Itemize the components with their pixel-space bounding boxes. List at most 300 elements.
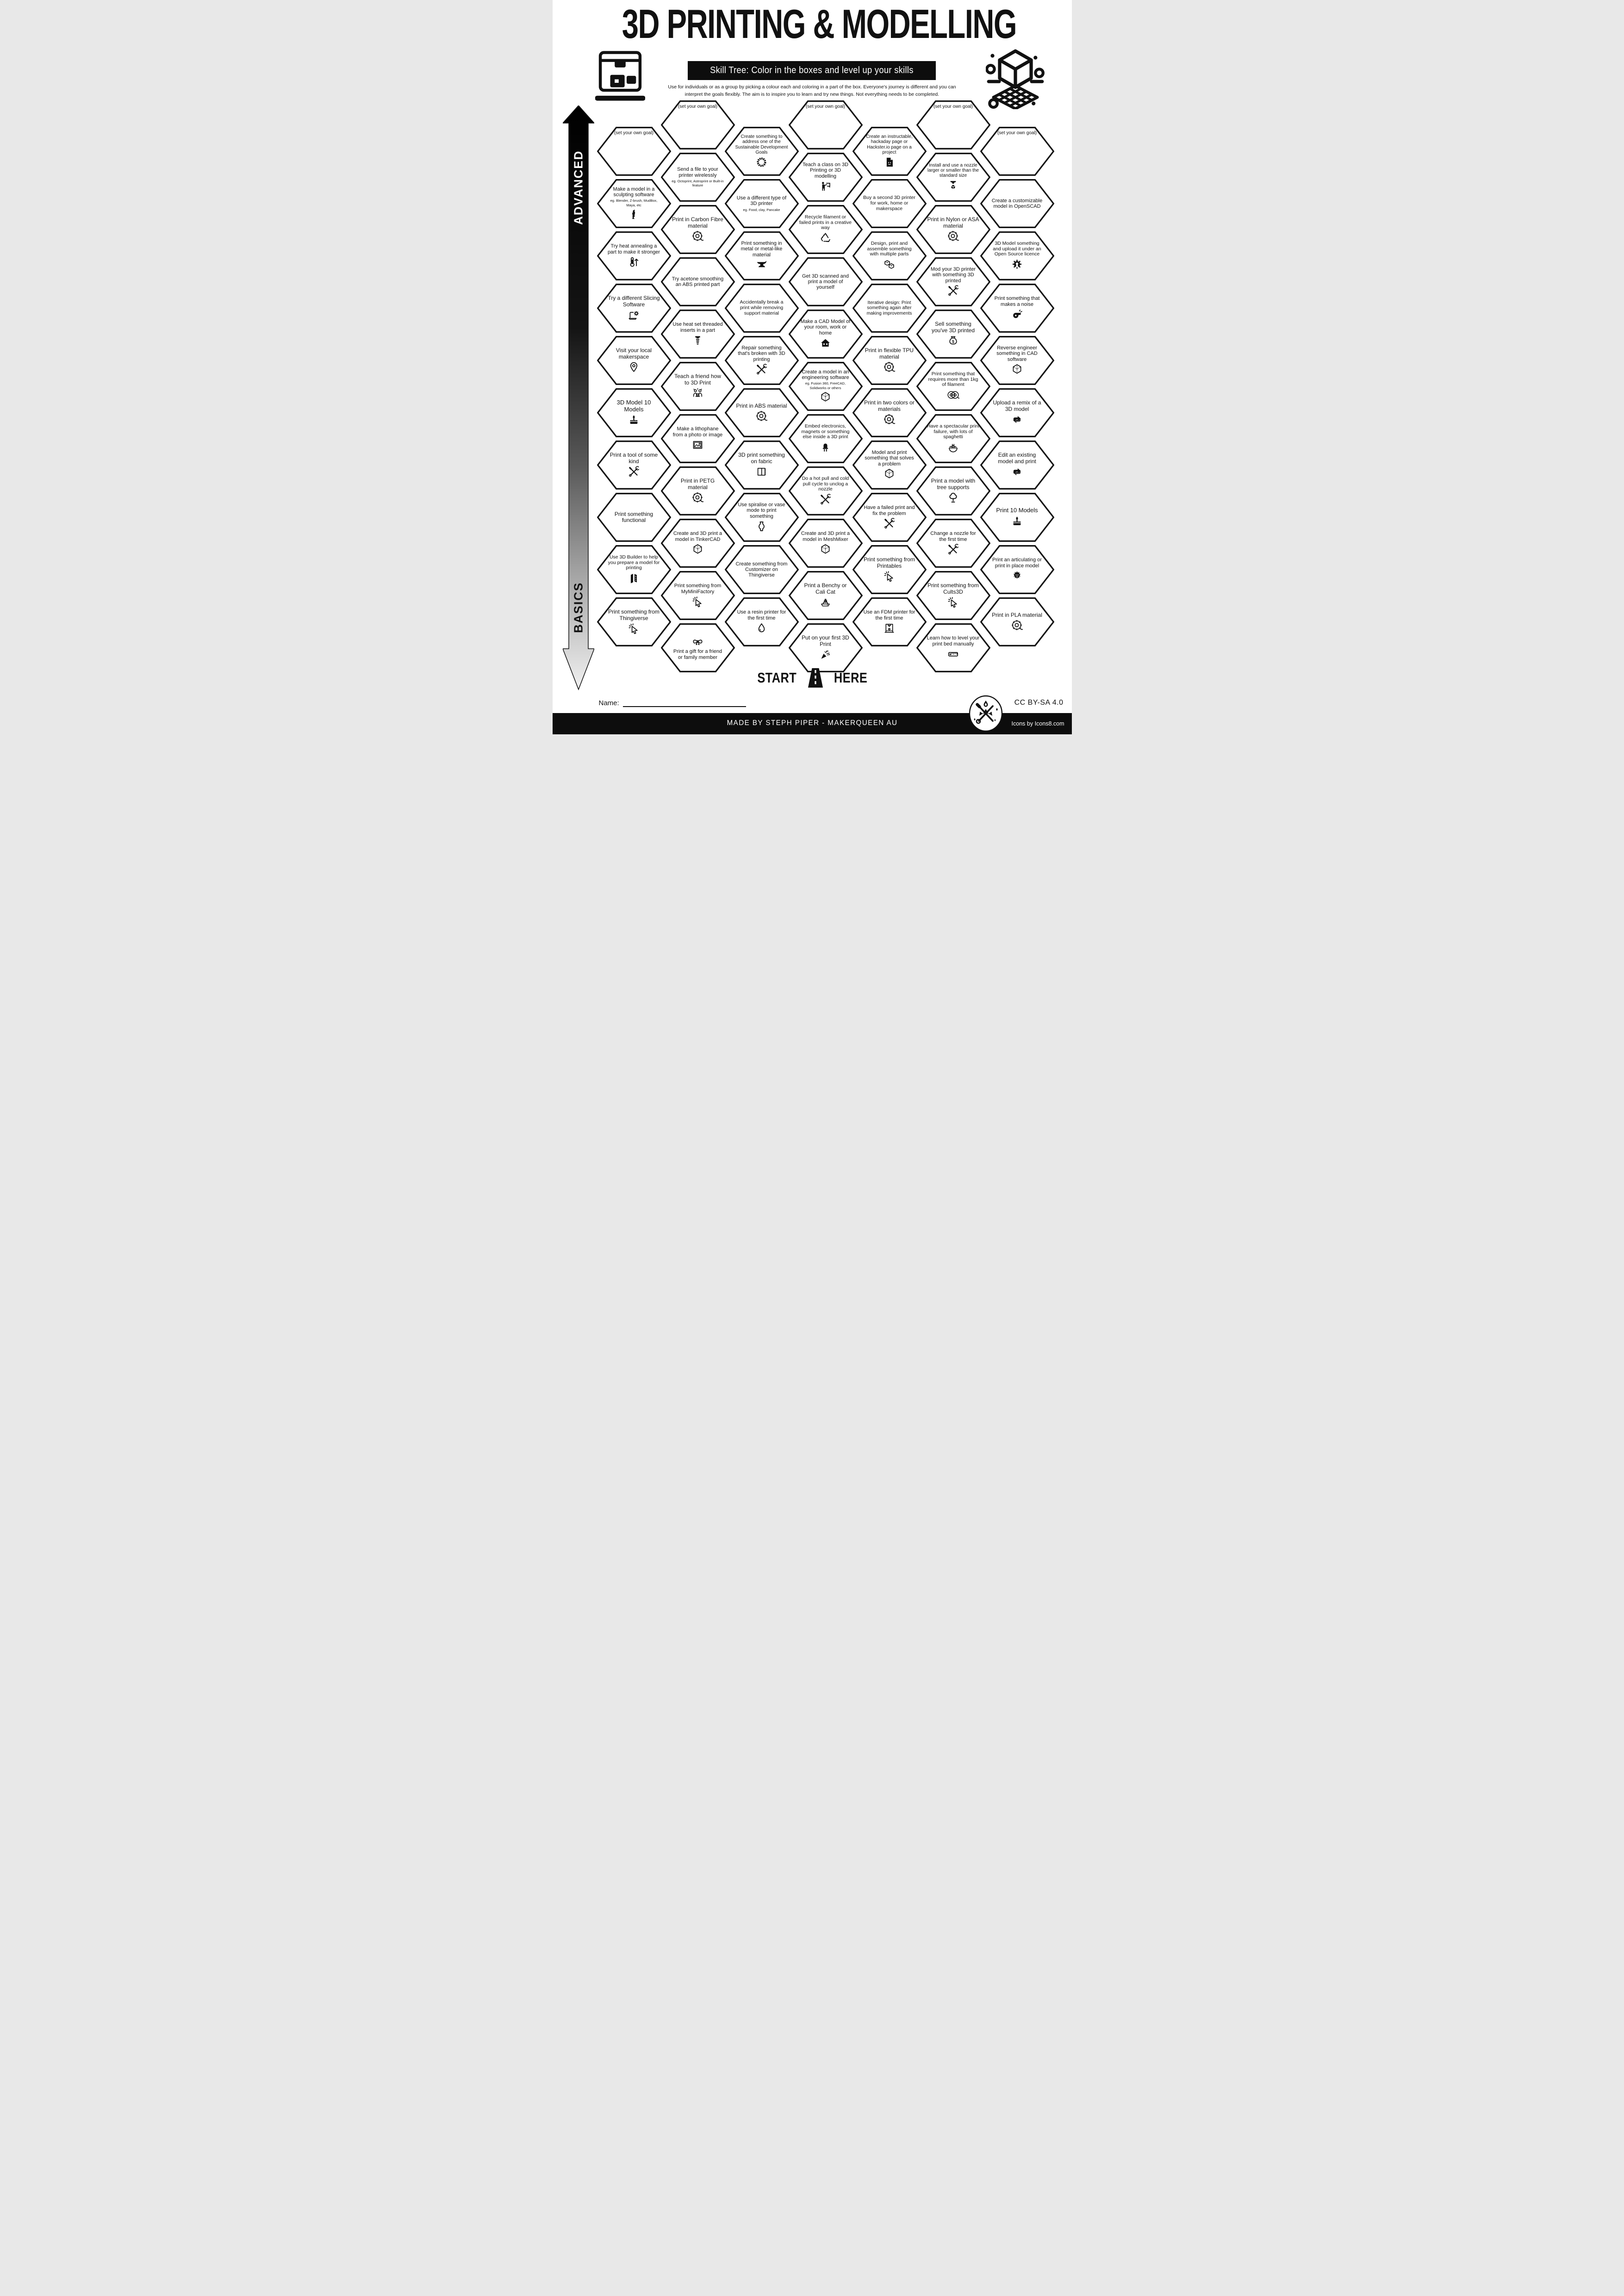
hex-content — [980, 179, 1054, 228]
hex-content — [916, 362, 990, 411]
hex-content — [852, 493, 927, 542]
hex-C-1[interactable] — [725, 127, 799, 176]
tools-icon — [883, 517, 896, 530]
subtitle-text: Skill Tree: Color in the boxes and level up your skills — [709, 65, 914, 75]
hex-title: Print a tool of some kind — [610, 452, 658, 465]
hex-content — [980, 284, 1054, 333]
hex-E-2[interactable] — [852, 179, 927, 228]
moneybag-icon — [947, 335, 959, 347]
hex-content — [661, 205, 735, 254]
hex-content — [661, 414, 735, 463]
hex-G-1[interactable] — [980, 127, 1054, 176]
hex-title: Teach a class on 3D Printing or 3D modelling — [802, 162, 849, 179]
hex-G-3[interactable] — [980, 231, 1054, 280]
name-input[interactable] — [623, 697, 746, 707]
hex-B-6[interactable] — [661, 362, 735, 411]
hex-title: Put on your first 3D Print — [802, 634, 849, 647]
hex-content — [980, 441, 1054, 490]
hex-E-4[interactable] — [852, 284, 927, 333]
hex-B-10[interactable] — [661, 571, 735, 620]
hex-content — [725, 127, 799, 176]
hex-content — [980, 597, 1054, 646]
hex-title: Print in Carbon Fibre material — [672, 216, 723, 229]
whistle-icon — [1011, 308, 1023, 321]
statue-icon — [628, 208, 640, 221]
hex-subtitle: eg. Fusion 360, FreeCAD, Solidworks or others — [805, 381, 846, 390]
house-icon — [819, 337, 832, 349]
hex-content — [661, 571, 735, 620]
hex-title: Make a lithophane from a photo or image — [672, 426, 723, 438]
hex-content — [725, 441, 799, 490]
hex-content — [661, 519, 735, 568]
hex-B-2[interactable] — [661, 153, 735, 202]
hex-E-6[interactable] — [852, 388, 927, 437]
hex-title: Create an instructable, hackaday page or Hackster.io page on a project — [866, 134, 913, 155]
hex-content — [916, 466, 990, 515]
hex-content — [789, 519, 863, 568]
advanced-label: ADVANCED — [571, 150, 585, 225]
hex-content — [980, 231, 1054, 280]
name-field — [599, 697, 746, 707]
hex-B-7[interactable] — [661, 414, 735, 463]
cubes2-icon — [883, 258, 896, 271]
hex-A-5[interactable] — [597, 336, 671, 385]
start-label: START — [757, 670, 796, 686]
doc-icon — [883, 156, 896, 168]
hex-content — [980, 493, 1054, 542]
hex-title: Send a file to your printer wirelessly — [677, 167, 718, 178]
hex-G-4[interactable] — [980, 284, 1054, 333]
spool-icon — [883, 361, 896, 373]
hex-content — [597, 127, 671, 176]
hex-title: Use 3D Builder to help you prepare a model for printing — [608, 554, 660, 571]
hex-content — [661, 153, 735, 202]
hex-B-8[interactable] — [661, 466, 735, 515]
hex-title: Have a spectacular print failure, with lots of spaghetti — [927, 423, 980, 440]
hex-F-9[interactable] — [916, 519, 990, 568]
hex-content — [597, 388, 671, 437]
hex-content — [597, 231, 671, 280]
tools-icon — [819, 493, 832, 506]
hex-title: Install and use a nozzle larger or smaller than the standard size — [927, 162, 979, 179]
hex-title: Embed electronics, magnets or something else inside a 3D print — [801, 423, 850, 440]
hex-content — [725, 597, 799, 646]
hex-title: Print in flexible TPU material — [865, 347, 914, 360]
spool-icon — [691, 491, 704, 504]
hex-content — [852, 127, 927, 176]
hex-content — [916, 153, 990, 202]
skill-tree-poster — [553, 0, 1072, 734]
hex-F-1[interactable] — [916, 100, 990, 149]
sdg-icon — [755, 156, 768, 168]
hex-content — [725, 336, 799, 385]
hex-title: Create something from Customizer on Thingiverse — [735, 561, 788, 578]
hex-content — [789, 100, 863, 149]
hex-title: Print something from Thingiverse — [608, 608, 660, 621]
cake-icon — [628, 414, 640, 426]
hex-title: 3D print something on fabric — [738, 452, 785, 465]
hex-A-6[interactable] — [597, 388, 671, 437]
hex-D-11[interactable] — [789, 623, 863, 672]
hex-B-3[interactable] — [661, 205, 735, 254]
cursor-icon — [947, 596, 959, 608]
hex-content — [661, 257, 735, 306]
laptopgear-icon — [628, 309, 640, 321]
hex-content — [725, 231, 799, 280]
hex-content — [852, 388, 927, 437]
hex-title: Visit your local makerspace — [616, 347, 652, 360]
hex-title: Print something from MyMiniFactory — [674, 583, 722, 595]
hex-title: Do a hot pull and cold pull cycle to unclog a nozzle — [802, 475, 849, 492]
hex-content — [852, 284, 927, 333]
basics-label: BASICS — [571, 582, 585, 633]
hex-D-7[interactable] — [789, 414, 863, 463]
hex-F-5[interactable] — [916, 310, 990, 359]
thermo-icon — [628, 256, 640, 268]
hex-title: Edit an existing model and print — [998, 452, 1036, 465]
hex-content — [916, 310, 990, 359]
image-icon — [691, 439, 704, 451]
icons-credit-text: Icons by Icons8.com — [1011, 720, 1064, 727]
spool-icon — [691, 230, 704, 242]
hex-title: Try heat annealing a part to make it stronger — [607, 243, 660, 255]
hex-title: Print something in metal or metal-like material — [740, 241, 783, 258]
hex-title: (set your own goal) — [805, 104, 846, 109]
hex-B-4[interactable] — [661, 257, 735, 306]
hex-title: 3D Model 10 Models — [616, 398, 651, 413]
hex-content — [789, 466, 863, 515]
hex-D-3[interactable] — [789, 205, 863, 254]
osgear-icon — [1011, 258, 1023, 271]
hex-title: Print in Nylon or ASA material — [927, 216, 979, 229]
hex-title: Print 10 Models — [996, 507, 1038, 514]
hex-C-5[interactable] — [725, 336, 799, 385]
road-icon — [807, 667, 824, 689]
party-icon — [819, 648, 832, 661]
dragon-icon — [1011, 570, 1023, 582]
hex-title: Create a customizable model in OpenSCAD — [991, 198, 1043, 209]
hex-B-9[interactable] — [661, 519, 735, 568]
hex-content — [980, 545, 1054, 594]
hex-B-5[interactable] — [661, 310, 735, 359]
screw-icon — [691, 334, 704, 347]
cube-icon — [691, 543, 704, 556]
cake-icon — [1011, 515, 1023, 527]
hex-title: Try acetone smoothing an ABS printed part — [672, 276, 724, 287]
hex-title: Print a model with tree supports — [931, 478, 976, 490]
bow-icon — [691, 635, 704, 648]
led-icon — [819, 441, 832, 453]
hex-content — [852, 441, 927, 490]
hex-title: Design, print and assemble something with multiple parts — [867, 240, 912, 257]
tools-icon — [947, 543, 959, 556]
door-icon — [628, 572, 640, 584]
hex-content — [916, 623, 990, 672]
benchy-icon — [819, 596, 832, 608]
hex-title: Learn how to level your print bed manually — [927, 635, 980, 647]
cursor-icon — [883, 570, 896, 583]
hex-content — [916, 414, 990, 463]
hex-content — [980, 388, 1054, 437]
hex-F-8[interactable] — [916, 466, 990, 515]
hex-title: Print something that requires more than 1kg of filament — [928, 371, 978, 388]
hex-title: Model and print something that solves a problem — [865, 450, 914, 467]
license-text: CC BY-SA 4.0 — [1014, 699, 1064, 707]
hex-C-3[interactable] — [725, 231, 799, 280]
hex-G-10[interactable] — [980, 597, 1054, 646]
printer3d-icon — [883, 622, 896, 634]
people-icon — [691, 387, 704, 399]
hex-content — [725, 388, 799, 437]
hex-subtitle: eg. Octoprint, Astroprint or Built-in feature — [672, 179, 724, 188]
hex-A-10[interactable] — [597, 597, 671, 646]
spool-icon — [883, 413, 896, 426]
hex-content — [789, 414, 863, 463]
hex-title: Print in two colors or materials — [864, 399, 915, 412]
hex-C-10[interactable] — [725, 597, 799, 646]
cube-icon — [883, 468, 896, 480]
hex-G-2[interactable] — [980, 179, 1054, 228]
hex-title: Mod your 3D printer with something 3D printed — [930, 267, 976, 284]
spool2-icon — [947, 389, 959, 401]
hex-D-5[interactable] — [789, 310, 863, 359]
hex-E-5[interactable] — [852, 336, 927, 385]
hex-C-7[interactable] — [725, 441, 799, 490]
hex-content — [661, 310, 735, 359]
hex-G-7[interactable] — [980, 441, 1054, 490]
hex-B-11[interactable] — [661, 623, 735, 672]
spool-icon — [947, 230, 959, 242]
hex-content — [789, 310, 863, 359]
hex-title: Print something functional — [614, 510, 653, 523]
hex-content — [789, 571, 863, 620]
hex-content — [916, 100, 990, 149]
cube-icon — [1011, 363, 1023, 376]
intro-line-2: interpret the goals flexibly. The aim is to inspire you to learn and try new things. Not everything needs to be completed. — [684, 91, 940, 97]
hex-E-3[interactable] — [852, 231, 927, 280]
hex-C-9[interactable] — [725, 545, 799, 594]
hex-F-4[interactable] — [916, 257, 990, 306]
remix-icon — [1011, 413, 1023, 426]
hex-title: Use spiralise or vase mode to print something — [738, 502, 785, 519]
hex-title: Print an articulating or print in place model — [992, 557, 1042, 569]
hex-title: (set your own goal) — [678, 104, 718, 109]
hex-title: Print in PETG material — [680, 478, 715, 490]
hex-content — [597, 284, 671, 333]
hex-content — [980, 336, 1054, 385]
hex-D-8[interactable] — [789, 466, 863, 515]
tree-icon — [947, 491, 959, 504]
hex-title: Print something that makes a noise — [994, 296, 1040, 307]
spool-icon — [755, 410, 768, 422]
hex-A-7[interactable] — [597, 441, 671, 490]
hex-title: Teach a friend how to 3D Print — [674, 373, 721, 386]
hex-D-1[interactable] — [789, 100, 863, 149]
recycle-icon — [819, 232, 832, 244]
hex-content — [725, 179, 799, 228]
fabric-icon — [755, 465, 768, 478]
hex-title: (set your own goal) — [933, 104, 973, 109]
hex-A-1[interactable] — [597, 127, 671, 176]
hex-content — [661, 100, 735, 149]
hex-title: Accidentally break a print while removing support material — [740, 299, 784, 316]
hex-E-9[interactable] — [852, 545, 927, 594]
tools-icon — [947, 285, 959, 297]
hex-E-10[interactable] — [852, 597, 927, 646]
hex-A-4[interactable] — [597, 284, 671, 333]
here-label: HERE — [834, 670, 868, 686]
intro-line-1: Use for individuals or as a group by picking a colour each and coloring in a part of the box. Everyone's journey is different and you can — [668, 84, 956, 90]
nozzle-icon — [947, 179, 959, 192]
hex-G-6[interactable] — [980, 388, 1054, 437]
hex-title: Reverse engineer something in CAD software — [996, 345, 1038, 362]
ruler-icon — [947, 648, 959, 660]
hex-title: Print in ABS material — [736, 402, 787, 409]
spool-icon — [1011, 619, 1023, 632]
presenter-icon — [819, 180, 832, 192]
hex-content — [916, 205, 990, 254]
made-by-text: MADE BY STEPH PIPER - MAKERQUEEN AU — [727, 719, 897, 727]
hex-F-7[interactable] — [916, 414, 990, 463]
hex-content — [852, 179, 927, 228]
hex-title: Make a model in a sculpting software — [613, 186, 655, 198]
hex-D-4[interactable] — [789, 257, 863, 306]
hex-C-6[interactable] — [725, 388, 799, 437]
hex-title: Use a resin printer for the first time — [737, 609, 786, 621]
hex-G-9[interactable] — [980, 545, 1054, 594]
drop-icon — [755, 622, 768, 634]
hex-title: Print a gift for a friend or family member — [673, 649, 722, 660]
vase-icon — [755, 520, 768, 533]
hex-B-1[interactable] — [661, 100, 735, 149]
hex-C-4[interactable] — [725, 284, 799, 333]
noodles-icon — [947, 441, 959, 453]
skill-hex-grid — [553, 0, 1072, 734]
hex-title: Sell something you've 3D printed — [931, 321, 975, 334]
hex-title: Print something from Printables — [864, 556, 915, 569]
hex-A-2[interactable] — [597, 179, 671, 228]
hex-E-7[interactable] — [852, 441, 927, 490]
hex-content — [597, 179, 671, 228]
hex-content — [916, 571, 990, 620]
hex-title: Repair something that's broken with 3D printing — [738, 345, 785, 362]
anvil-icon — [755, 259, 768, 271]
cursor-icon — [628, 622, 640, 635]
hex-C-8[interactable] — [725, 493, 799, 542]
hex-content — [789, 623, 863, 672]
hex-F-3[interactable] — [916, 205, 990, 254]
tools-icon — [628, 465, 640, 478]
name-label: Name: — [598, 699, 619, 707]
cube-icon — [819, 543, 832, 556]
hex-G-5[interactable] — [980, 336, 1054, 385]
pin-icon — [628, 361, 640, 373]
hex-title: Use a different type of 3D printer — [736, 195, 787, 207]
hex-content — [661, 362, 735, 411]
hex-D-2[interactable] — [789, 153, 863, 202]
hex-title: Try a different Slicing Software — [608, 295, 660, 308]
hex-title: Use an FDM printer for the first time — [863, 609, 915, 621]
hex-content — [725, 493, 799, 542]
hex-content — [916, 519, 990, 568]
hex-content — [789, 205, 863, 254]
cursor-icon — [691, 596, 704, 608]
hex-title: Recycle filament or failed prints in a creative way — [799, 214, 852, 231]
tools-icon — [755, 363, 768, 376]
page-title-text: 3D PRINTING & MODELLING — [622, 1, 1016, 47]
hex-title: Use heat set threaded inserts in a part — [672, 322, 723, 333]
hex-title: Print in PLA material — [992, 611, 1042, 618]
cube-icon — [819, 391, 832, 403]
hex-title: Create something to address one of the Sustainable Development Goals — [735, 134, 788, 155]
start-here — [553, 667, 1072, 689]
hex-title: Print something from Cults3D — [927, 582, 979, 595]
hex-title: Have a failed print and fix the problem — [864, 505, 915, 516]
hex-C-2[interactable] — [725, 179, 799, 228]
hex-subtitle: eg. Blender, Z-brush, MudBox, Maya, etc — [610, 199, 658, 207]
hex-content — [852, 336, 927, 385]
hex-title: 3D Model something and upload it under an Open Source licence — [993, 240, 1041, 257]
hex-content — [852, 597, 927, 646]
hex-content — [725, 284, 799, 333]
hex-content — [597, 493, 671, 542]
hex-A-3[interactable] — [597, 231, 671, 280]
hex-A-8[interactable] — [597, 493, 671, 542]
hex-content — [789, 362, 863, 411]
hex-content — [661, 623, 735, 672]
hex-title: Create and 3D print a model in TinkerCAD — [673, 531, 722, 542]
hex-title: Upload a remix of a 3D model — [993, 399, 1041, 412]
hex-title: (set your own goal) — [614, 130, 654, 136]
hex-F-11[interactable] — [916, 623, 990, 672]
hex-content — [661, 466, 735, 515]
hex-content — [852, 545, 927, 594]
hex-F-10[interactable] — [916, 571, 990, 620]
hex-A-9[interactable] — [597, 545, 671, 594]
hex-title: (set your own goal) — [997, 130, 1037, 136]
hex-title: Make a CAD Model of your room, work or home — [800, 319, 851, 336]
hex-content — [980, 127, 1054, 176]
makerqueen-logo-icon — [968, 695, 1003, 732]
hex-title: Change a nozzle for the first time — [930, 531, 976, 542]
hex-D-10[interactable] — [789, 571, 863, 620]
hex-E-1[interactable] — [852, 127, 927, 176]
hex-title: Get 3D scanned and print a model of yourself — [802, 273, 849, 291]
hex-content — [725, 545, 799, 594]
hex-title: Print a Benchy or Cali Cat — [804, 582, 847, 595]
hex-D-6[interactable] — [789, 362, 863, 411]
remix-icon — [1011, 465, 1023, 478]
hex-F-2[interactable] — [916, 153, 990, 202]
hex-title: Buy a second 3D printer for work, home or makerspace — [863, 195, 915, 211]
hex-content — [916, 257, 990, 306]
hex-content — [597, 441, 671, 490]
hex-content — [789, 257, 863, 306]
hex-E-8[interactable] — [852, 493, 927, 542]
hex-content — [789, 153, 863, 202]
hex-title: Create and 3D print a model in MeshMixer — [801, 531, 850, 542]
hex-title: Iterative design: Print something again after making improvements — [866, 300, 912, 316]
hex-content — [597, 336, 671, 385]
hex-G-8[interactable] — [980, 493, 1054, 542]
hex-subtitle: eg. Food, clay, Pancake — [743, 207, 780, 212]
hex-content — [852, 231, 927, 280]
hex-content — [597, 545, 671, 594]
hex-content — [597, 597, 671, 646]
hex-F-6[interactable] — [916, 362, 990, 411]
hex-D-9[interactable] — [789, 519, 863, 568]
hex-title: Create a model in an engineering software — [802, 369, 849, 381]
